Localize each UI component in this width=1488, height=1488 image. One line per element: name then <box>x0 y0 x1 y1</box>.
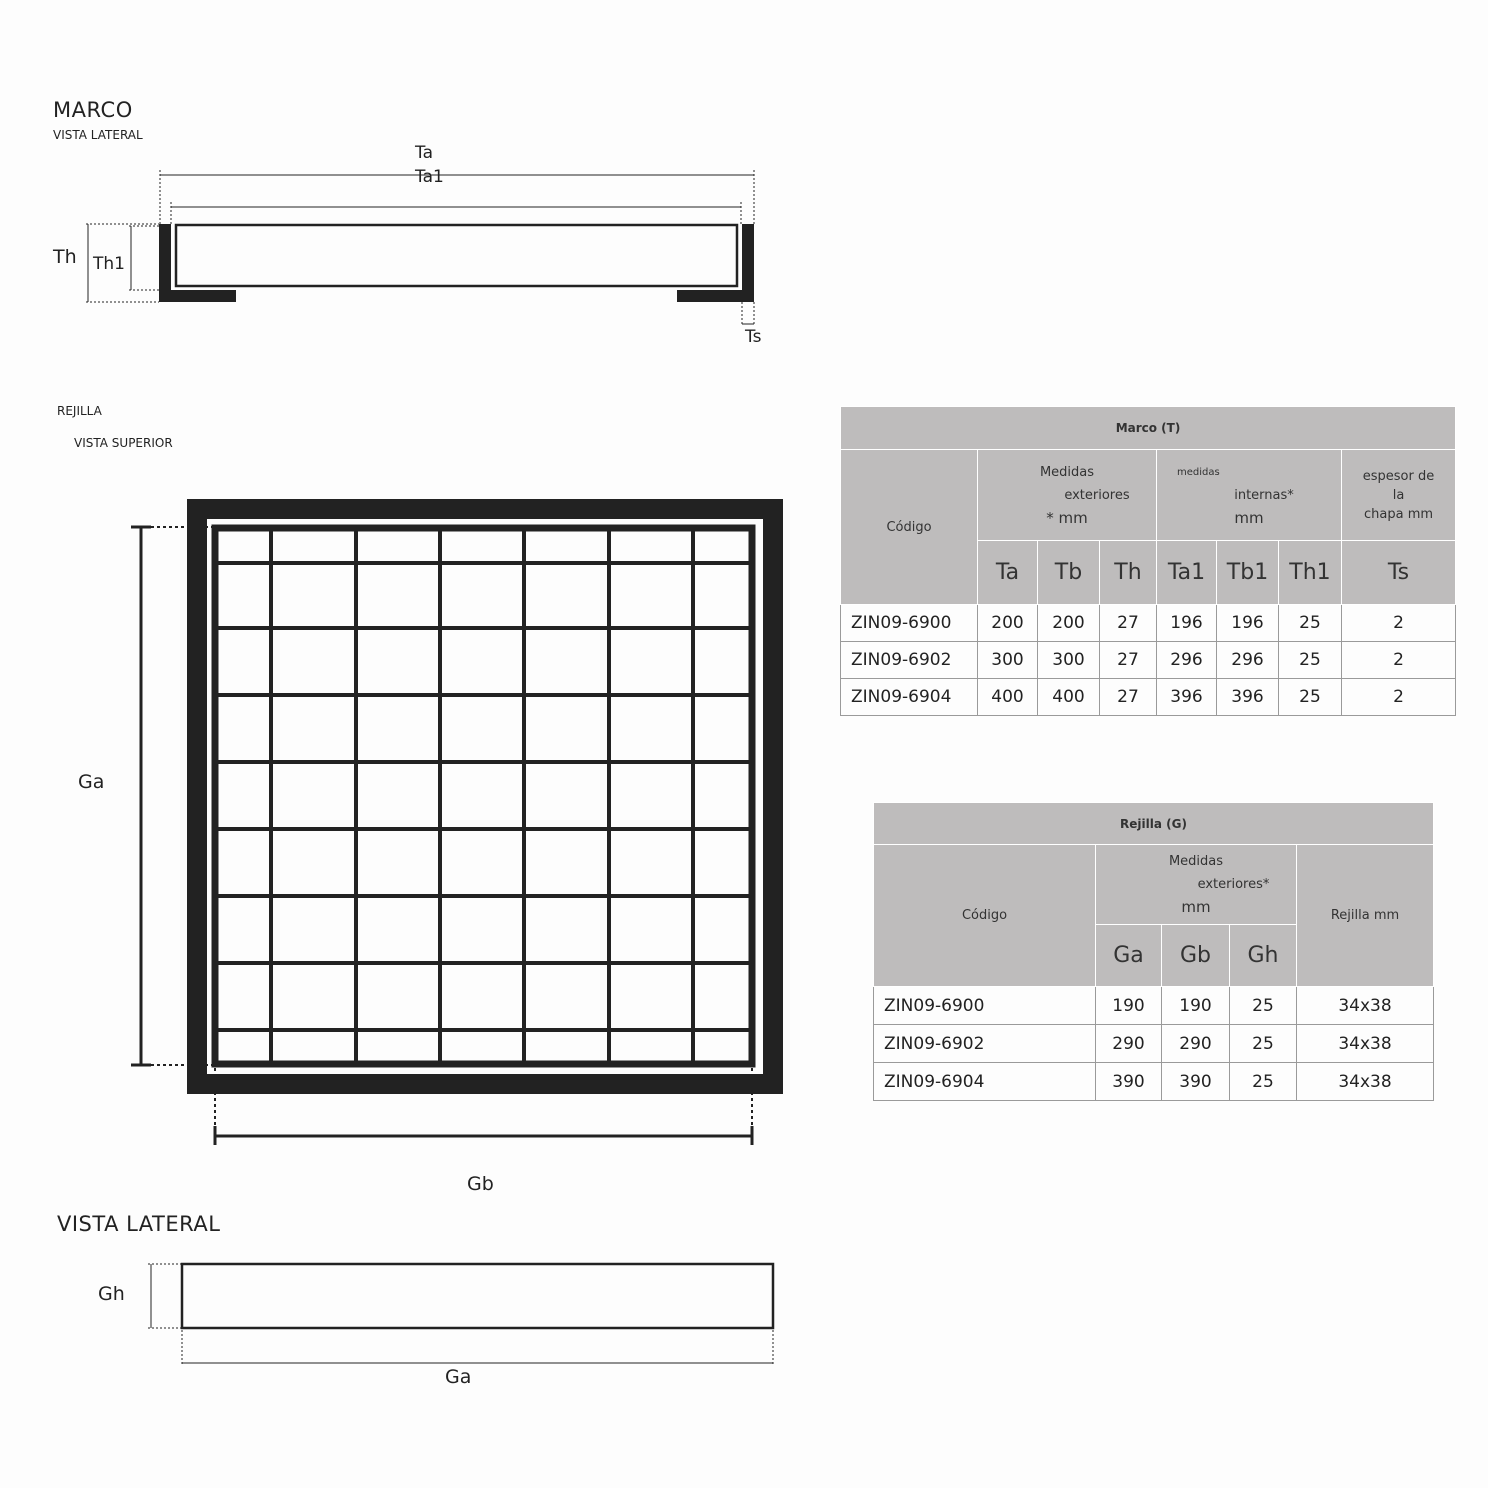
ga-side-label: Ga <box>445 1366 472 1388</box>
frame-right-flange <box>677 290 754 302</box>
table-cell: 2 <box>1342 642 1456 679</box>
table-cell: 25 <box>1279 642 1342 679</box>
table-cell: 27 <box>1100 605 1157 642</box>
marco-subtitle: VISTA LATERAL <box>53 128 143 142</box>
rejilla-title: REJILLA <box>57 404 102 418</box>
grid-side-profile <box>182 1264 773 1328</box>
col-header-ga: Ga <box>1096 925 1162 987</box>
table-cell: 396 <box>1217 679 1279 716</box>
rejilla-grid-header: Rejilla mm <box>1297 845 1434 987</box>
table-cell: 25 <box>1230 1063 1297 1101</box>
gb-label: Gb <box>467 1173 494 1195</box>
table-cell: 25 <box>1230 1025 1297 1063</box>
table-cell: 34x38 <box>1297 1063 1434 1101</box>
col-header-th: Th <box>1100 541 1157 605</box>
table-cell: 396 <box>1157 679 1217 716</box>
ts-label: Ts <box>745 327 762 347</box>
row-code: ZIN09-6904 <box>874 1063 1096 1101</box>
frame-left-flange <box>159 290 236 302</box>
col-header-ta: Ta <box>978 541 1038 605</box>
table-row <box>841 679 1456 716</box>
ga-label: Ga <box>78 771 105 793</box>
gh-label: Gh <box>98 1283 125 1305</box>
row-code: ZIN09-6900 <box>841 605 978 642</box>
table-cell: 296 <box>1217 642 1279 679</box>
col-header-gb: Gb <box>1162 925 1230 987</box>
table-row <box>874 1025 1434 1063</box>
table-cell: 25 <box>1279 605 1342 642</box>
marco-table-caption: Marco (T) <box>841 407 1456 450</box>
rejilla-code-header: Código <box>874 845 1096 987</box>
marco-side-view <box>86 170 754 324</box>
table-cell: 300 <box>1038 642 1100 679</box>
table-cell: 196 <box>1217 605 1279 642</box>
row-code: ZIN09-6904 <box>841 679 978 716</box>
table-cell: 25 <box>1279 679 1342 716</box>
marco-spec-table <box>840 406 1456 716</box>
rejilla-table-caption: Rejilla (G) <box>874 803 1434 845</box>
table-cell: 34x38 <box>1297 987 1434 1025</box>
table-cell: 196 <box>1157 605 1217 642</box>
table-cell: 190 <box>1096 987 1162 1025</box>
table-cell: 2 <box>1342 679 1456 716</box>
table-row <box>874 987 1434 1025</box>
col-header-th1: Th1 <box>1279 541 1342 605</box>
col-header-ta1: Ta1 <box>1157 541 1217 605</box>
table-row <box>841 642 1456 679</box>
table-cell: 300 <box>978 642 1038 679</box>
table-cell: 200 <box>1038 605 1100 642</box>
table-cell: 2 <box>1342 605 1456 642</box>
th-label: Th <box>53 246 77 268</box>
outer-frame <box>197 509 773 1084</box>
table-cell: 27 <box>1100 679 1157 716</box>
marco-thickness-header: espesor de la chapa mm <box>1342 450 1456 541</box>
th1-label: Th1 <box>93 254 125 274</box>
table-cell: 400 <box>978 679 1038 716</box>
table-cell: 34x38 <box>1297 1025 1434 1063</box>
rejilla-side-view <box>148 1264 773 1366</box>
grid-inside-frame <box>176 225 737 286</box>
marco-code-header: Código <box>841 450 978 605</box>
col-header-ts: Ts <box>1342 541 1456 605</box>
marco-ext-header: Medidas exteriores * mm <box>978 450 1157 541</box>
table-cell: 200 <box>978 605 1038 642</box>
col-header-tb: Tb <box>1038 541 1100 605</box>
rejilla-top-view <box>131 509 773 1145</box>
grid-bars <box>218 531 749 1061</box>
lateral-title: VISTA LATERAL <box>57 1212 221 1236</box>
row-code: ZIN09-6902 <box>874 1025 1096 1063</box>
row-code: ZIN09-6902 <box>841 642 978 679</box>
col-header-tb1: Tb1 <box>1217 541 1279 605</box>
table-cell: 390 <box>1162 1063 1230 1101</box>
table-cell: 190 <box>1162 987 1230 1025</box>
ta1-label: Ta1 <box>415 167 444 187</box>
table-cell: 290 <box>1162 1025 1230 1063</box>
table-row <box>841 605 1456 642</box>
table-cell: 400 <box>1038 679 1100 716</box>
table-cell: 27 <box>1100 642 1157 679</box>
table-cell: 296 <box>1157 642 1217 679</box>
rejilla-subtitle: VISTA SUPERIOR <box>74 436 173 450</box>
table-cell: 25 <box>1230 987 1297 1025</box>
col-header-gh: Gh <box>1230 925 1297 987</box>
row-code: ZIN09-6900 <box>874 987 1096 1025</box>
table-row <box>874 1063 1434 1101</box>
marco-title: MARCO <box>53 98 133 122</box>
marco-int-header: medidas internas* mm <box>1157 450 1342 541</box>
rejilla-ext-header: Medidas exteriores* mm <box>1096 845 1297 925</box>
table-cell: 290 <box>1096 1025 1162 1063</box>
table-cell: 390 <box>1096 1063 1162 1101</box>
rejilla-spec-table <box>873 802 1434 1101</box>
ta-label: Ta <box>415 143 433 163</box>
grid-border <box>215 528 752 1064</box>
